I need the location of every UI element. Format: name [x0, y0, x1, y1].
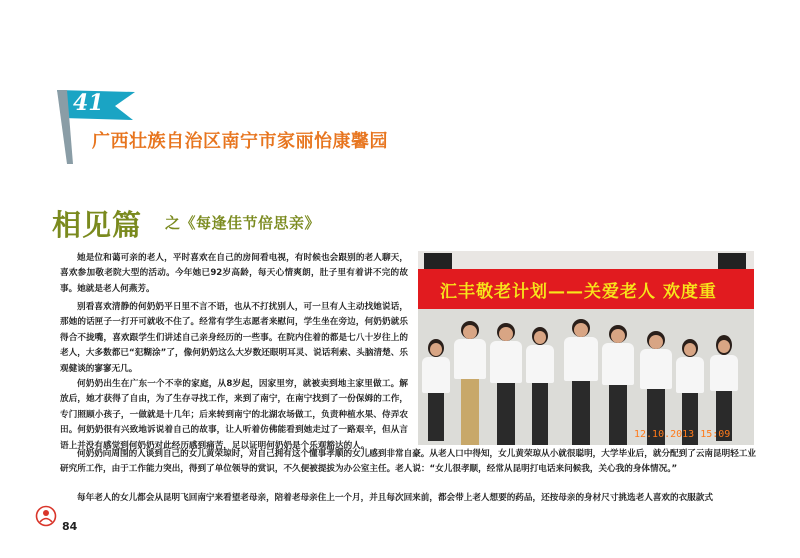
- event-photo: [418, 251, 754, 445]
- paragraph-3: 何奶奶出生在广东一个不幸的家庭，从8岁起，因家里穷，就被卖到地主家里做工。解放后，她才获得了自由，为了生存寻找工作，来到了南宁，在南宁找到了一份保姆的工作，专门照顾小孩子，一做就是十几年；后来转到南宁的北湖农场做工，负责种植水果、侍弄农田。何奶奶很有兴致地诉说着自己的故事，让人听着仿佛能看到她走过了一路艰辛，但从言语上并没有感觉到何奶奶对此经历感到痛苦，足以证明何奶奶是个乐观豁达的人。: [60, 379, 408, 451]
- section-title: 相见篇: [52, 208, 143, 242]
- paragraph-4: 何奶奶向周围的人谈到自己的女儿黄荣琼时，对自己拥有这个懂事孝顺的女儿感到非常自豪。从老人口中得知，女儿黄荣琼从小就很聪明，大学毕业后，就分配到了云南昆明轻工业研究所工作，由于工作能力突出，得到了单位领导的赏识，不久便被提拔为办公室主任。老人说：“女儿很孝顺，经常从昆明打电话来问候我，关心我的身体情况。”: [60, 449, 756, 475]
- photo-ceiling: [418, 251, 754, 269]
- badge-number: 41: [73, 90, 104, 116]
- org-title: 广西壮族自治区南宁市家丽怡康馨园: [92, 131, 388, 152]
- page-logo-icon: [35, 505, 57, 527]
- page-number: 84: [62, 520, 78, 533]
- photo-timestamp: 12.10.2013 15:09: [634, 429, 731, 440]
- photo-banner-text: 汇丰敬老计划——关爱老人 欢度重: [440, 282, 717, 302]
- paragraph-2: 别看喜欢清静的何奶奶平日里不言不语，也从不打扰别人，可一旦有人主动找她说话，那她的话匣子一打开可就收不住了。经常有学生志愿者来慰问，学生坐在旁边，何奶奶就乐得合不拢嘴，喜欢跟学生们讲述自己亲身经历的一些事。在院内住着的都是七八十岁往上的老人，大多数都已“犯糊涂”了，像何奶奶这么大岁数还眼明耳灵、说话利索、头脑清楚、乐观健谈的寥寥无几。: [60, 302, 408, 374]
- section-subtitle: 之《每逢佳节倍思亲》: [165, 214, 321, 232]
- paragraph-1: 她是位和蔼可亲的老人，平时喜欢在自己的房间看电视，有时候也会跟别的老人聊天，喜欢参加敬老院大型的活动。今年她已92岁高龄，每天心情爽朗，肚子里有着讲不完的故事。她就是老人何燕芳。: [60, 253, 408, 294]
- paragraph-5: 每年老人的女儿都会从昆明飞回南宁来看望老母亲，陪着老母亲住上一个月，并且每次回来前，都会带上老人想要的药品，还按母亲的身材尺寸挑选老人喜欢的衣服款式: [77, 493, 713, 503]
